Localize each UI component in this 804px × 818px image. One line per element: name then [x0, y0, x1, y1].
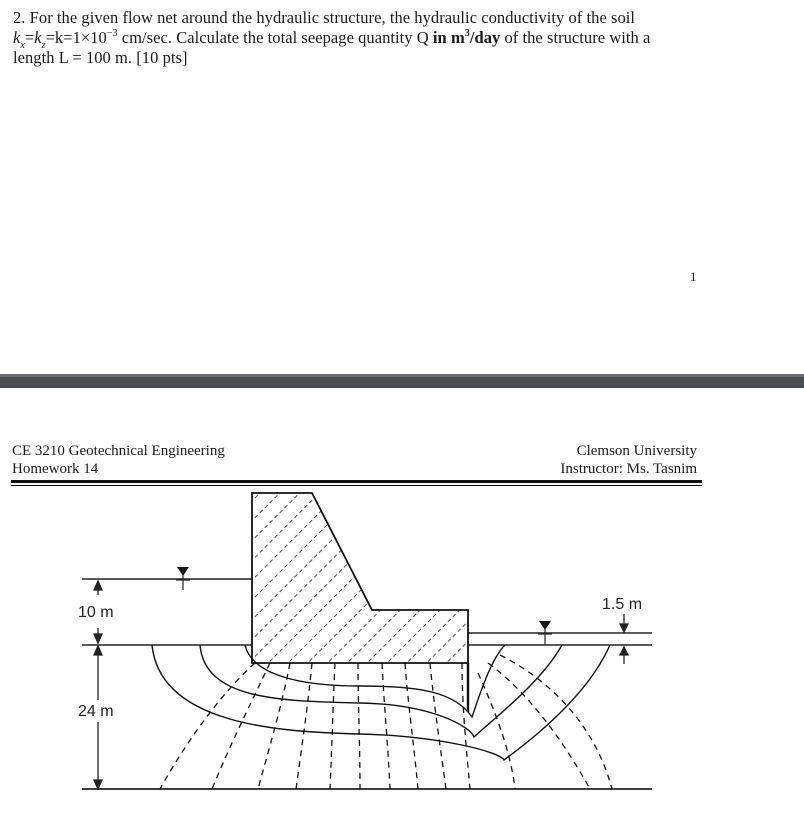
- conductivity-value: =k=1×10: [45, 28, 107, 47]
- university-name: Clemson University: [576, 443, 697, 459]
- question-text: 2. For the given flow net around the hydraulic structure, the hydraulic conductivity of the soil $k_x=k_z=k=1\times 10^{-3}$ cm/sec. Calculate the total seepage quantity Q in $m^3$/day of the structure with a length L = 100 m. [10 pts]: [13, 8, 651, 67]
- course-title: CE 3210 Geotechnical Engineering: [12, 443, 225, 459]
- upstream-depth-label: 10 m: [78, 604, 114, 621]
- bold-units: in $m^3$/day: [432, 27, 501, 47]
- dam-structure: [252, 493, 468, 663]
- equipotential-last: [500, 655, 612, 789]
- homework-label: Homework 14: [12, 461, 99, 477]
- page-number: 1: [690, 269, 697, 284]
- equipotential-lines: [160, 655, 612, 789]
- page-break-divider: [0, 374, 804, 388]
- page-1: [0, 0, 804, 374]
- soil-depth-label: 24 m: [78, 703, 114, 720]
- page-2: [0, 388, 804, 818]
- flow-net-diagram: [0, 388, 804, 818]
- downstream-depth-label: 1.5 m: [602, 596, 643, 613]
- question-line-1: For the given flow net around the hydraulic structure, the hydraulic conductivity of the soil: [29, 8, 636, 27]
- question-line-3: length L = 100 m. [10 pts]: [13, 48, 188, 67]
- instructor-name: Instructor: Ms. Tasnim: [560, 461, 697, 477]
- question-number: 2.: [13, 8, 26, 27]
- equipotential-1: [160, 663, 255, 789]
